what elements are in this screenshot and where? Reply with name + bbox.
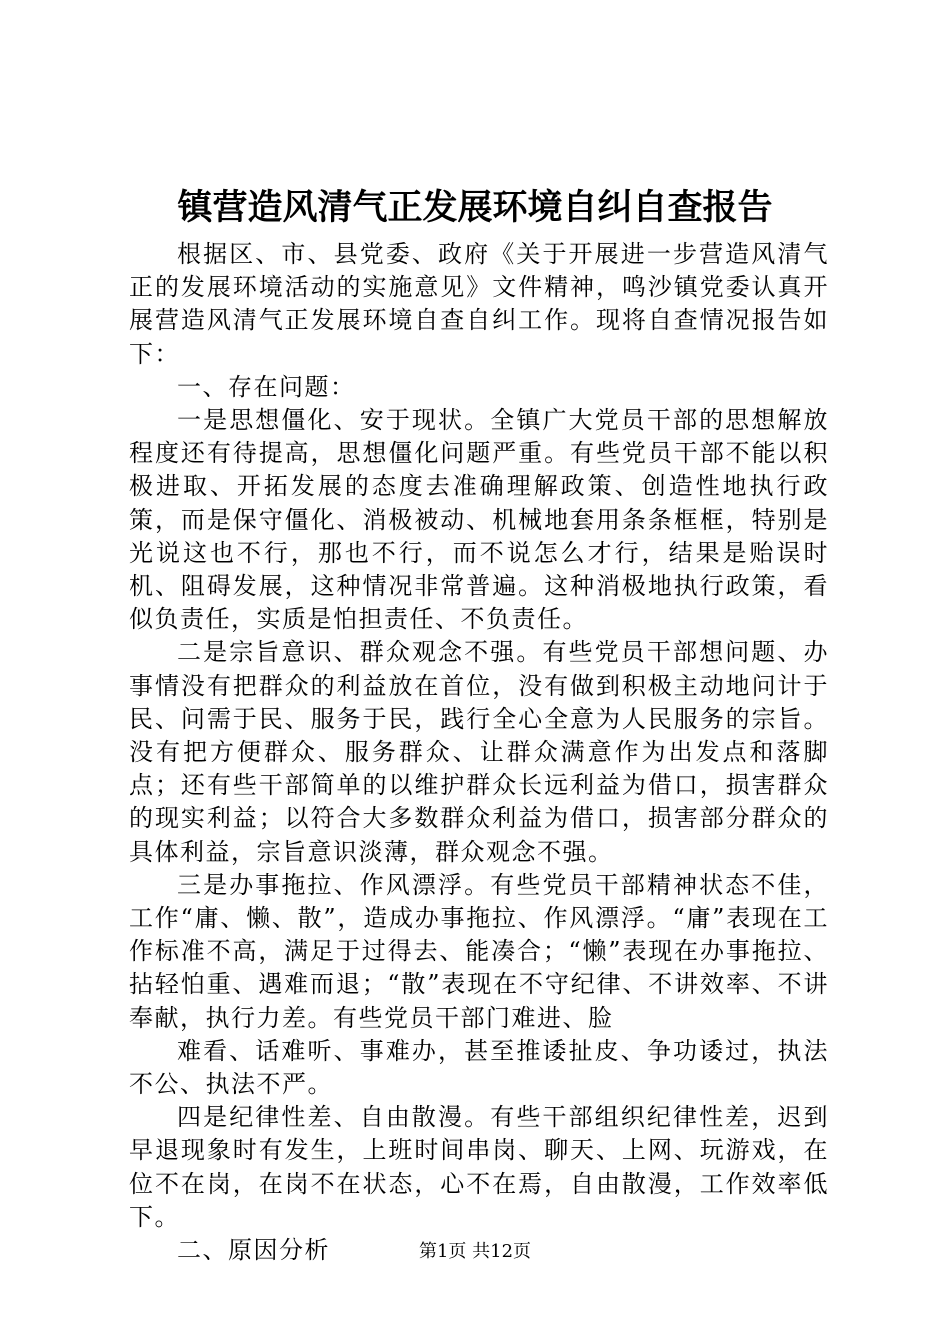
document-body (129, 238, 829, 1267)
paragraph-problem-1: 一是思想僵化、安于现状。全镇广大党员干部的思想解放程度还有待提高，思想僵化问题严重。有些党员干部不能以积极进取、开拓发展的态度去准确理解政策、创造性地执行政策，而是保守僵化、消极被动、机械地套用条条框框，特别是光说这也不行，那也不行，而不说怎么才行，结果是贻误时机、阻碍发展，这种情况非常普遍。这种消极地执行政策，看似负责任，实质是怕担责任、不负责任。 (129, 406, 829, 634)
page-number-footer: 第1页 共12页 (418, 1241, 532, 1262)
paragraph-problem-2: 二是宗旨意识、群众观念不强。有些党员干部想问题、办事情没有把群众的利益放在首位，没有做到积极主动地问计于民、问需于民、服务于民，践行全心全意为人民服务的宗旨。没有把方便群众、服务群众、让群众满意作为出发点和落脚点；还有些干部简单的以维护群众长远利益为借口，损害群众的现实利益；以符合大多数群众利益为借口，损害部分群众的具体利益，宗旨意识淡薄，群众观念不强。 (129, 638, 829, 866)
paragraph-problem-4: 四是纪律性差、自由散漫。有些干部组织纪律性差，迟到早退现象时有发生，上班时间串岗、聊天、上网、玩游戏，在位不在岗，在岗不在状态，心不在焉，自由散漫，工作效率低下。 (129, 1103, 829, 1231)
paragraph-problem-3-continued: 难看、话难听、事难办，甚至推诿扯皮、争功诿过，执法不公、执法不严。 (129, 1036, 829, 1099)
document-title: 镇营造风清气正发展环境自纠自查报告 (177, 187, 773, 228)
section-heading-problems: 一、存在问题： (177, 372, 356, 401)
section-heading-causes: 二、原因分析 (177, 1236, 330, 1265)
paragraph-problem-3: 三是办事拖拉、作风漂浮。有些党员干部精神状态不佳，工作“庸、懒、散”，造成办事拖拉、作风漂浮。“庸”表现在工作标准不高，满足于过得去、能凑合；“懒”表现在办事拖拉、拈轻怕重、遇难而退；“散”表现在不守纪律、不讲效率、不讲奉献，执行力差。有些党员干部门难进、脸 (129, 870, 829, 1032)
paragraph-intro: 根据区、市、县党委、政府《关于开展进一步营造风清气正的发展环境活动的实施意见》文件精神，鸣沙镇党委认真开展营造风清气正发展环境自查自纠工作。现将自查情况报告如下： (129, 240, 829, 368)
